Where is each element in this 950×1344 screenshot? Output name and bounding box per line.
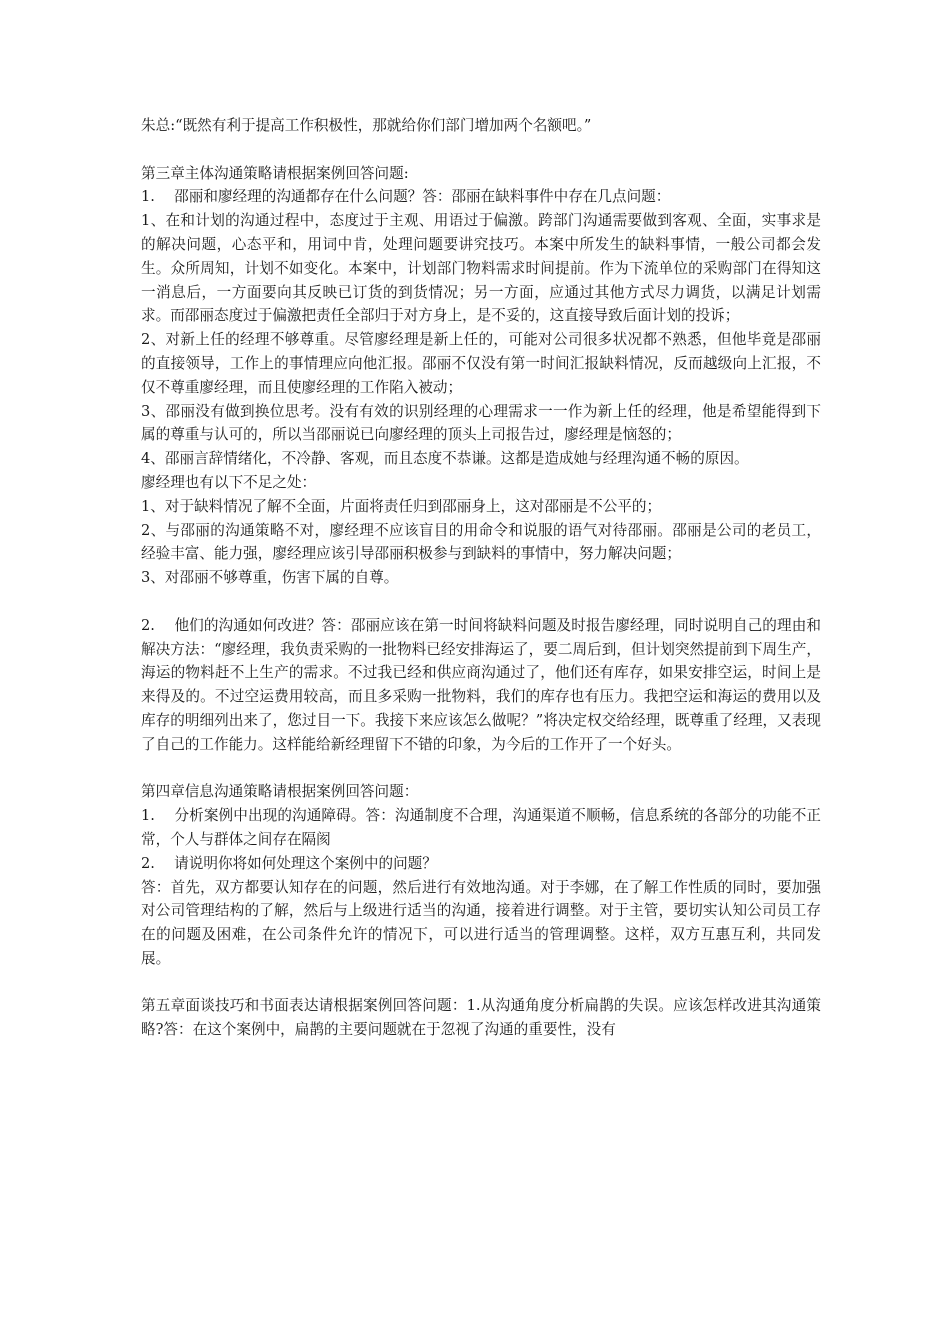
chapter-heading: 第四章信息沟通策略请根据案例回答问题： [141,783,419,801]
chapter-heading: 第三章主体沟通策略请根据案例回答问题: [141,164,409,182]
blank-line [141,138,821,162]
paragraph: 1、对于缺料情况了解不全面，片面将责任归到邵丽身上，这对邵丽是不公平的； [141,497,662,515]
blank-line [141,971,821,995]
question: 2. 他们的沟通如何改进？答：邵丽应该在第一时间将缺料问题及时报告廖经理，同时说明自己的理由和解决方法：“廖经理，我负责采购的一批物料已经安排海运了，要二周后到，但计划突然提前到下周生产，海运的物料赶不上生产的需求。不过我已经和供应商沟通过了，他们还有库存，如果安排空运，时间上是来得及的。不过空运费用较高，而且多采购一批物料，我们的库存也有压力。我把空运和海运的费用以及库存的明细列出来了，您过目一下。我接下来应该怎么做呢？”将决定权交给经理，既尊重了经理，又表现了自己的工作能力。这样能给新经理留下不错的印象，为今后的工作开了一个好头。 [141,616,821,753]
paragraph: 朱总:“既然有利于提高工作积极性，那就给你们部门增加两个名额吧。” [141,117,592,134]
paragraph: 3、对邵丽不够尊重，伤害下属的自尊。 [141,569,399,587]
question: 1. 邵丽和廖经理的沟通都存在什么问题？答：邵丽在缺料事件中存在几点问题： [141,188,671,206]
document-body [141,114,821,1042]
paragraph: 2、与邵丽的沟通策略不对，廖经理不应该盲目的用命令和说服的语气对待邵丽。邵丽是公司的老员工，经验丰富、能力强，廖经理应该引导邵丽积极参与到缺料的事情中，努力解决问题； [141,521,821,563]
blank-line [141,757,821,781]
paragraph: 3、邵丽没有做到换位思考。没有有效的识别经理的心理需求一一作为新上任的经理，他是希望能得到下属的尊重与认可的，所以当邵丽说已向廖经理的顶头上司报告过，廖经理是恼怒的； [141,402,821,444]
paragraph: 1、在和计划的沟通过程中，态度过于主观、用语过于偏激。跨部门沟通需要做到客观、全面，实事求是的解决问题，心态平和，用词中肯，处理问题要讲究技巧。本案中所发生的缺料事情，一般公司都会发生。众所周知，计划不如变化。本案中，计划部门物料需求时间提前。作为下流单位的采购部门在得知这一消息后，一方面要向其反映已订货的到货情况；另一方面，应通过其他方式尽力调货，以满足计划需求。而邵丽态度过于偏激把责任全部归于对方身上，是不妥的，这直接导致后面计划的投诉； [141,212,821,325]
paragraph: 答：首先，双方都要认知存在的问题，然后进行有效地沟通。对于李娜，在了解工作性质的同时，要加强对公司管理结构的了解，然后与上级进行适当的沟通，接着进行调整。对于主管，要切实认知公司员工存在的问题及困难，在公司条件允许的情况下，可以进行适当的管理调整。这样，双方互惠互利，共同发展。 [141,878,821,967]
paragraph: 4、邵丽言辞情绪化，不冷静、客观，而且态度不恭谦。这都是造成她与经理沟通不畅的原因。 [141,450,749,468]
blank-line [141,590,821,614]
question: 2. 请说明你将如何处理这个案例中的问题？ [141,854,437,872]
paragraph: 2、对新上任的经理不够尊重。尽管廖经理是新上任的，可能对公司很多状况都不熟悉，但他毕竟是邵丽的直接领导，工作上的事情理应向他汇报。邵丽不仅没有第一时间汇报缺料情况，反而越级向上汇报，不仅不尊重廖经理，而且使廖经理的工作陷入被动； [141,331,821,396]
question: 1. 分析案例中出现的沟通障碍。答：沟通制度不合理，沟通渠道不顺畅，信息系统的各部分的功能不正常，个人与群体之间存在隔阂 [141,807,821,848]
chapter-heading: 第五章面谈技巧和书面表达请根据案例回答问题：1.从沟通角度分析扁鹊的失误。应该怎样改进其沟通策略?答：在这个案例中，扁鹊的主要问题就在于忽视了沟通的重要性，没有 [141,997,821,1039]
paragraph: 廖经理也有以下不足之处： [141,473,317,491]
